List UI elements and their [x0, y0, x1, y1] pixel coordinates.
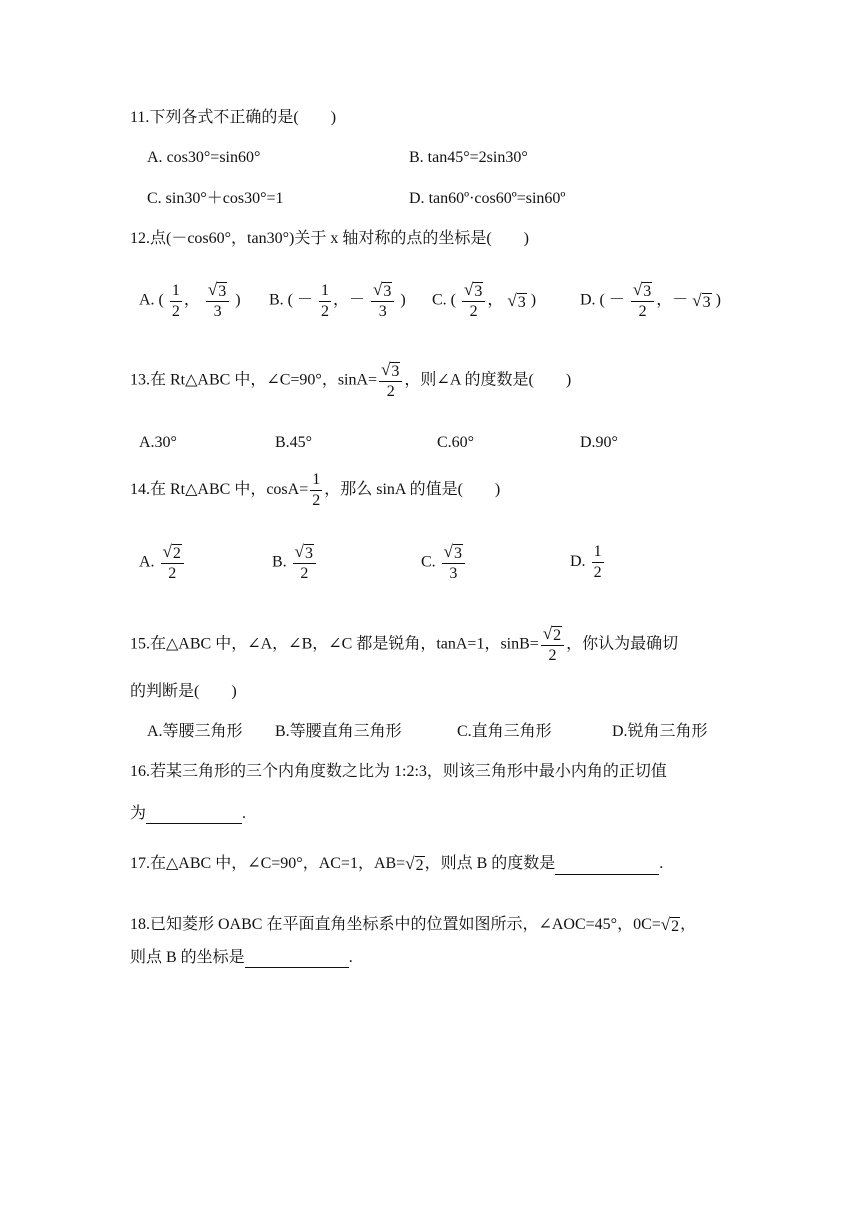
fraction-denominator: 2 [312, 492, 321, 509]
fraction-denominator: 2 [300, 565, 309, 582]
q14-stem [130, 470, 500, 511]
fraction-numerator [371, 280, 394, 302]
radical-sign: √ [443, 542, 454, 561]
fraction [319, 281, 331, 322]
math-text: 13.在 Rt△ABC 中，∠C=90°，sinA= [130, 371, 378, 389]
radical-sign: √ [381, 360, 391, 379]
square-root [692, 291, 711, 312]
math-text: ， [183, 291, 200, 309]
q11-option-d [409, 189, 565, 209]
q13-option-d: D.90° [580, 434, 618, 451]
math-text: 为 [130, 805, 147, 822]
math-text: tan60º·cos60º=sin60º [428, 190, 566, 207]
math-text: ，则∠A 的度数是( ) [404, 371, 572, 389]
square-root [295, 542, 314, 563]
math-text: ) [231, 291, 241, 309]
fraction-denominator: 2 [386, 383, 395, 400]
math-text: D. [409, 190, 429, 207]
square-root [444, 542, 463, 563]
q11-option-c [147, 189, 284, 209]
fraction-numerator [161, 542, 184, 564]
math-text: cos30°=sin60° [166, 149, 261, 166]
fraction [161, 542, 184, 584]
radicand: 3 [391, 363, 400, 380]
fraction-denominator: 2 [168, 565, 177, 582]
square-root [543, 624, 562, 645]
fraction-numerator [293, 542, 316, 564]
radical-sign: √ [660, 915, 671, 934]
radicand: 2 [172, 545, 181, 562]
fraction [442, 542, 465, 584]
radical-sign: √ [542, 624, 553, 643]
math-text: tan45°=2sin30° [427, 149, 528, 166]
math-text: 14.在 Rt△ABC 中，cosA= [130, 481, 309, 499]
answer-blank [245, 951, 349, 968]
radicand: 3 [454, 545, 463, 562]
q15-option-b: B.等腰直角三角形 [275, 723, 402, 740]
fraction-numerator [631, 280, 654, 302]
q14-option-d [570, 542, 606, 583]
q13-stem [130, 360, 571, 402]
q17-stem [130, 854, 663, 875]
math-text: sin30°＋cos30°=1 [165, 190, 284, 207]
math-text: . [348, 949, 353, 966]
math-text: － [608, 291, 625, 309]
q14-option-b [272, 542, 318, 584]
fraction-numerator [442, 542, 465, 564]
math-text: C. [147, 190, 166, 207]
square-root [661, 915, 680, 936]
math-text: C. [421, 553, 440, 571]
fraction [379, 360, 402, 402]
q18-line1 [130, 915, 696, 936]
fraction-numerator: 1 [170, 281, 182, 302]
math-text: ， [680, 916, 697, 934]
radicand: 3 [474, 283, 483, 300]
radicand: 3 [383, 283, 392, 300]
q15-option-a: A.等腰三角形 [147, 723, 243, 740]
fraction-numerator: 1 [319, 281, 331, 302]
q12-option-b [269, 280, 406, 322]
q13-option-a: A.30° [139, 434, 177, 451]
q13-option-b: B.45° [275, 434, 313, 451]
math-text: B. [272, 553, 291, 571]
math-text: ， [333, 291, 350, 309]
fraction [592, 542, 604, 583]
radical-sign: √ [162, 542, 172, 561]
q11-option-a [147, 148, 260, 168]
q18-line2 [130, 948, 353, 968]
radicand: 2 [553, 627, 562, 644]
radicand: 3 [305, 545, 314, 562]
math-text: . [242, 805, 247, 822]
square-root [163, 542, 182, 563]
math-text: A. [139, 553, 159, 571]
fraction-denominator: 3 [449, 565, 458, 582]
radicand: 3 [702, 293, 711, 311]
fraction-numerator: 1 [592, 542, 604, 563]
q15-stem [130, 624, 678, 666]
q13-option-c: C.60° [437, 434, 475, 451]
math-text: ) [711, 291, 721, 309]
radical-sign: √ [294, 542, 305, 561]
q14-option-c [421, 542, 467, 584]
fraction [631, 280, 654, 322]
math-text: B. ( [269, 291, 297, 309]
square-root [405, 854, 424, 875]
q15-option-d: D.锐角三角形 [612, 723, 708, 740]
math-text: ， [487, 291, 504, 309]
square-root [373, 280, 392, 301]
math-text: 17.在△ABC 中，∠C=90°，AC=1，AB= [130, 855, 406, 873]
radicand: 2 [415, 857, 424, 874]
radicand: 3 [218, 283, 227, 300]
radicand: 3 [643, 283, 652, 300]
q12-option-c [432, 280, 536, 322]
fraction-numerator [379, 360, 402, 382]
radicand: 3 [517, 293, 526, 311]
fraction-denominator: 2 [321, 302, 330, 320]
answer-blank [555, 858, 659, 875]
fraction-numerator [462, 280, 485, 302]
q16-line2 [130, 804, 246, 824]
q11-stem: 11.下列各式不正确的是( ) [130, 109, 337, 126]
q16-line1: 16.若某三角形的三个内角度数之比为 1:2:3，则该三角形中最小内角的正切值 [130, 763, 667, 780]
math-text: － [349, 291, 366, 309]
radicand: 2 [671, 918, 680, 935]
square-root [507, 291, 526, 312]
q11-option-b [409, 148, 528, 168]
radical-sign: √ [373, 280, 383, 299]
radical-sign: √ [507, 290, 517, 310]
math-text: ) [396, 291, 406, 309]
math-text: A. [147, 149, 167, 166]
math-text: ，那么 sinA 的值是( ) [324, 481, 501, 499]
fraction-denominator: 2 [469, 303, 478, 320]
q12-option-a [139, 280, 241, 322]
fraction [293, 542, 316, 584]
radical-sign: √ [632, 280, 643, 299]
math-text: . [659, 855, 664, 873]
fraction [541, 624, 564, 666]
math-text: － [297, 291, 314, 309]
radical-sign: √ [207, 280, 218, 299]
fraction [462, 280, 485, 322]
fraction-denominator: 3 [213, 303, 222, 320]
math-text: A. ( [139, 291, 168, 309]
radical-sign: √ [405, 854, 415, 873]
fraction-denominator: 2 [171, 302, 180, 320]
q15-option-c: C.直角三角形 [457, 723, 552, 740]
fraction-denominator: 2 [548, 647, 557, 664]
math-text: ，你认为最确切 [566, 635, 679, 653]
q15-stem-line2: 的判断是( ) [130, 683, 237, 700]
square-root [208, 280, 227, 301]
math-text: C. ( [432, 291, 460, 309]
fraction-numerator [206, 280, 229, 302]
math-text: B. [409, 149, 428, 166]
fraction-denominator: 3 [378, 303, 387, 320]
math-text: D. [570, 553, 590, 571]
fraction-numerator: 1 [310, 470, 322, 491]
fraction-denominator: 2 [593, 564, 602, 581]
fraction [170, 281, 182, 322]
math-text: － [672, 291, 689, 309]
math-text: 18.已知菱形 OABC 在平面直角坐标系中的位置如图所示，∠AOC=45°，0C= [130, 916, 661, 934]
fraction [310, 470, 322, 511]
math-text: ，则点 B 的度数是 [424, 855, 556, 873]
q12-stem: 12.点(－cos60°，tan30°)关于 x 轴对称的点的坐标是( ) [130, 230, 529, 247]
math-text: 则点 B 的坐标是 [130, 949, 245, 966]
square-root [464, 280, 483, 301]
fraction-numerator [541, 624, 564, 646]
fraction-denominator: 2 [638, 303, 647, 320]
math-text: ， [656, 291, 673, 309]
square-root [633, 280, 652, 301]
q12-option-d [580, 280, 721, 322]
math-text: 15.在△ABC 中，∠A，∠B，∠C 都是锐角，tanA=1，sinB= [130, 635, 539, 653]
math-text: D. ( [580, 291, 609, 309]
fraction [206, 280, 229, 322]
math-text: ) [526, 291, 537, 309]
radical-sign: √ [464, 280, 474, 299]
radical-sign: √ [692, 290, 702, 310]
answer-blank [146, 807, 242, 824]
square-root [381, 360, 400, 381]
q14-option-a [139, 542, 186, 584]
fraction [371, 280, 394, 322]
